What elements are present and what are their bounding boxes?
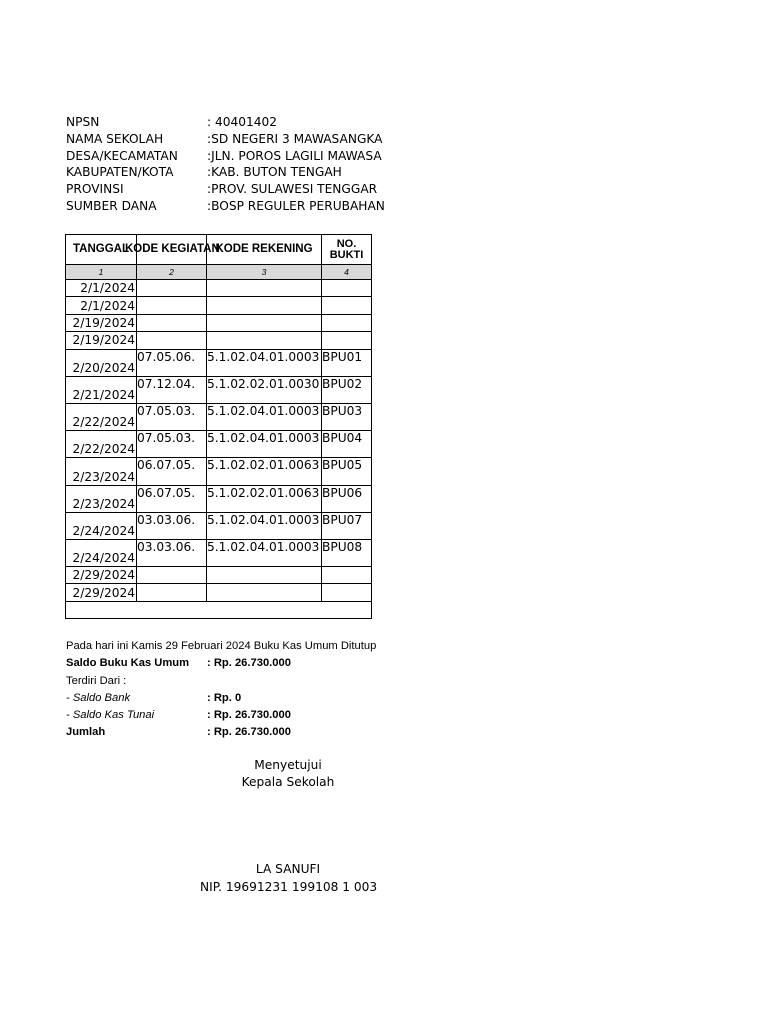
table-row <box>66 376 372 403</box>
desa-kecamatan-label: DESA/KECAMATAN <box>66 148 178 163</box>
table-row <box>66 280 372 297</box>
no-bukti-cell: BPU08 <box>322 539 372 566</box>
kode-kegiatan-cell <box>137 280 207 297</box>
principal-nip: NIP. 19691231 199108 1 003 <box>200 880 378 894</box>
saldo-bku-label: Saldo Buku Kas Umum <box>66 657 190 670</box>
no-bukti-cell <box>322 297 372 314</box>
kode-rekening-cell: 5.1.02.04.01.0003 <box>207 431 322 458</box>
nama-sekolah-row <box>66 131 383 148</box>
provinsi-row <box>66 181 378 198</box>
kode-rekening-cell <box>207 297 322 314</box>
principal-name: LA SANUFI <box>255 862 321 876</box>
kode-kegiatan-cell: 07.05.03. <box>137 403 207 430</box>
table-row <box>66 485 372 512</box>
kabupaten-kota-row <box>66 164 371 181</box>
jumlah-value: : Rp. 26.730.000 <box>207 726 291 739</box>
no-bukti-cell: BPU03 <box>322 403 372 430</box>
date-cell: 2/19/2024 <box>66 314 137 331</box>
date-cell: 2/23/2024 <box>66 485 137 512</box>
sumber-dana-row <box>66 198 385 215</box>
kode-kegiatan-cell: 06.07.05. <box>137 485 207 512</box>
kode-kegiatan-cell: 07.12.04. <box>137 376 207 403</box>
column-number: 3 <box>207 265 322 280</box>
no-bukti-cell <box>322 567 372 584</box>
column-number: 1 <box>66 265 137 280</box>
column-number-row <box>66 265 372 280</box>
kode-rekening-cell <box>207 584 322 601</box>
no-bukti-cell <box>322 280 372 297</box>
desa-kecamatan-row <box>66 148 382 165</box>
table-row <box>66 567 372 584</box>
sumber-dana-label: SUMBER DANA <box>66 198 157 213</box>
table-header-row <box>66 235 372 265</box>
saldo-bku-row <box>66 655 371 672</box>
table-row <box>66 314 372 331</box>
principal-title: Kepala Sekolah <box>241 775 335 789</box>
date-cell: 2/24/2024 <box>66 539 137 566</box>
school-info <box>66 114 385 215</box>
ledger-body <box>66 280 372 619</box>
table-row-empty <box>66 601 372 618</box>
no-bukti-cell: BPU01 <box>322 349 372 376</box>
saldo-tunai-value: : Rp. 26.730.000 <box>207 709 291 722</box>
npsn-row <box>66 114 371 131</box>
terdiri-dari: Terdiri Dari : <box>66 674 127 687</box>
date-cell: 2/19/2024 <box>66 332 137 349</box>
no-bukti-cell <box>322 332 372 349</box>
npsn-value: : 40401402 <box>207 115 278 129</box>
kode-rekening-cell: 5.1.02.04.01.0003 <box>207 539 322 566</box>
table-row <box>66 297 372 314</box>
table-row <box>66 458 372 485</box>
provinsi-label: PROVINSI <box>66 182 124 197</box>
no-bukti-cell: BPU02 <box>322 376 372 403</box>
kode-kegiatan-cell: 03.03.06. <box>137 512 207 539</box>
provinsi-value: :PROV. SULAWESI TENGGAR <box>207 182 378 197</box>
table-row <box>66 349 372 376</box>
kode-kegiatan-cell <box>137 332 207 349</box>
date-cell: 2/1/2024 <box>66 297 137 314</box>
kode-kegiatan-cell <box>137 314 207 331</box>
kode-kegiatan-cell: 03.03.06. <box>137 539 207 566</box>
no-bukti-cell: BPU05 <box>322 458 372 485</box>
kode-kegiatan-cell <box>137 297 207 314</box>
header-kode-kegiatan: KODE KEGIATAN <box>137 235 207 265</box>
empty-cell <box>66 601 372 618</box>
kabupaten-kota-label: KABUPATEN/KOTA <box>66 165 174 180</box>
saldo-bank-value: : Rp. 0 <box>207 691 242 704</box>
npsn-label: NPSN <box>66 115 100 129</box>
saldo-tunai-label: - Saldo Kas Tunai <box>66 709 155 722</box>
no-bukti-cell <box>322 314 372 331</box>
date-cell: 2/29/2024 <box>66 567 137 584</box>
jumlah-row <box>66 724 371 741</box>
closing-intro: Pada hari ini Kamis 29 Februari 2024 Buku Kas Umum Ditutup <box>66 640 377 652</box>
table-row <box>66 584 372 601</box>
saldo-bank-row <box>66 690 371 707</box>
kode-rekening-cell <box>207 332 322 349</box>
kode-kegiatan-cell <box>137 584 207 601</box>
jumlah-label: Jumlah <box>66 726 106 739</box>
kode-kegiatan-cell: 06.07.05. <box>137 458 207 485</box>
ledger-table-wrap <box>65 234 371 619</box>
no-bukti-cell: BPU06 <box>322 485 372 512</box>
kode-kegiatan-cell <box>137 567 207 584</box>
kode-rekening-cell <box>207 567 322 584</box>
header-kode-rekening: KODE REKENING <box>207 235 322 265</box>
kode-rekening-cell: 5.1.02.04.01.0003 <box>207 512 322 539</box>
kode-rekening-cell: 5.1.02.02.01.0063 <box>207 458 322 485</box>
date-cell: 2/23/2024 <box>66 458 137 485</box>
desa-kecamatan-value: :JLN. POROS LAGILI MAWASA <box>207 148 382 163</box>
header-no-bukti: NO. BUKTI <box>322 235 372 265</box>
table-row <box>66 332 372 349</box>
approval-label: Menyetujui <box>254 758 322 772</box>
kode-rekening-cell: 5.1.02.02.01.0063 <box>207 485 322 512</box>
kode-rekening-cell: 5.1.02.02.01.0030 <box>207 376 322 403</box>
column-number: 2 <box>137 265 207 280</box>
no-bukti-cell: BPU04 <box>322 431 372 458</box>
kode-rekening-cell: 5.1.02.04.01.0003 <box>207 349 322 376</box>
sumber-dana-value: :BOSP REGULER PERUBAHAN <box>207 198 385 213</box>
ledger-table <box>65 234 372 619</box>
kode-rekening-cell <box>207 280 322 297</box>
table-row <box>66 539 372 566</box>
date-cell: 2/21/2024 <box>66 376 137 403</box>
date-cell: 2/22/2024 <box>66 431 137 458</box>
nama-sekolah-value: :SD NEGERI 3 MAWASANGKA <box>207 131 383 146</box>
kode-rekening-cell <box>207 314 322 331</box>
kode-kegiatan-cell: 07.05.06. <box>137 349 207 376</box>
date-cell: 2/24/2024 <box>66 512 137 539</box>
no-bukti-cell <box>322 584 372 601</box>
header-tanggal: TANGGAL <box>66 235 137 265</box>
date-cell: 2/22/2024 <box>66 403 137 430</box>
table-row <box>66 431 372 458</box>
nama-sekolah-label: NAMA SEKOLAH <box>66 131 164 146</box>
saldo-bank-label: - Saldo Bank <box>66 691 131 704</box>
table-row <box>66 403 372 430</box>
kode-kegiatan-cell: 07.05.03. <box>137 431 207 458</box>
column-number: 4 <box>322 265 372 280</box>
date-cell: 2/1/2024 <box>66 280 137 297</box>
date-cell: 2/20/2024 <box>66 349 137 376</box>
table-row <box>66 512 372 539</box>
kabupaten-kota-value: :KAB. BUTON TENGAH <box>207 165 342 180</box>
no-bukti-cell: BPU07 <box>322 512 372 539</box>
kode-rekening-cell: 5.1.02.04.01.0003 <box>207 403 322 430</box>
date-cell: 2/29/2024 <box>66 584 137 601</box>
saldo-tunai-row <box>66 707 371 724</box>
saldo-bku-value: : Rp. 26.730.000 <box>207 657 291 670</box>
closing-summary <box>66 638 377 742</box>
